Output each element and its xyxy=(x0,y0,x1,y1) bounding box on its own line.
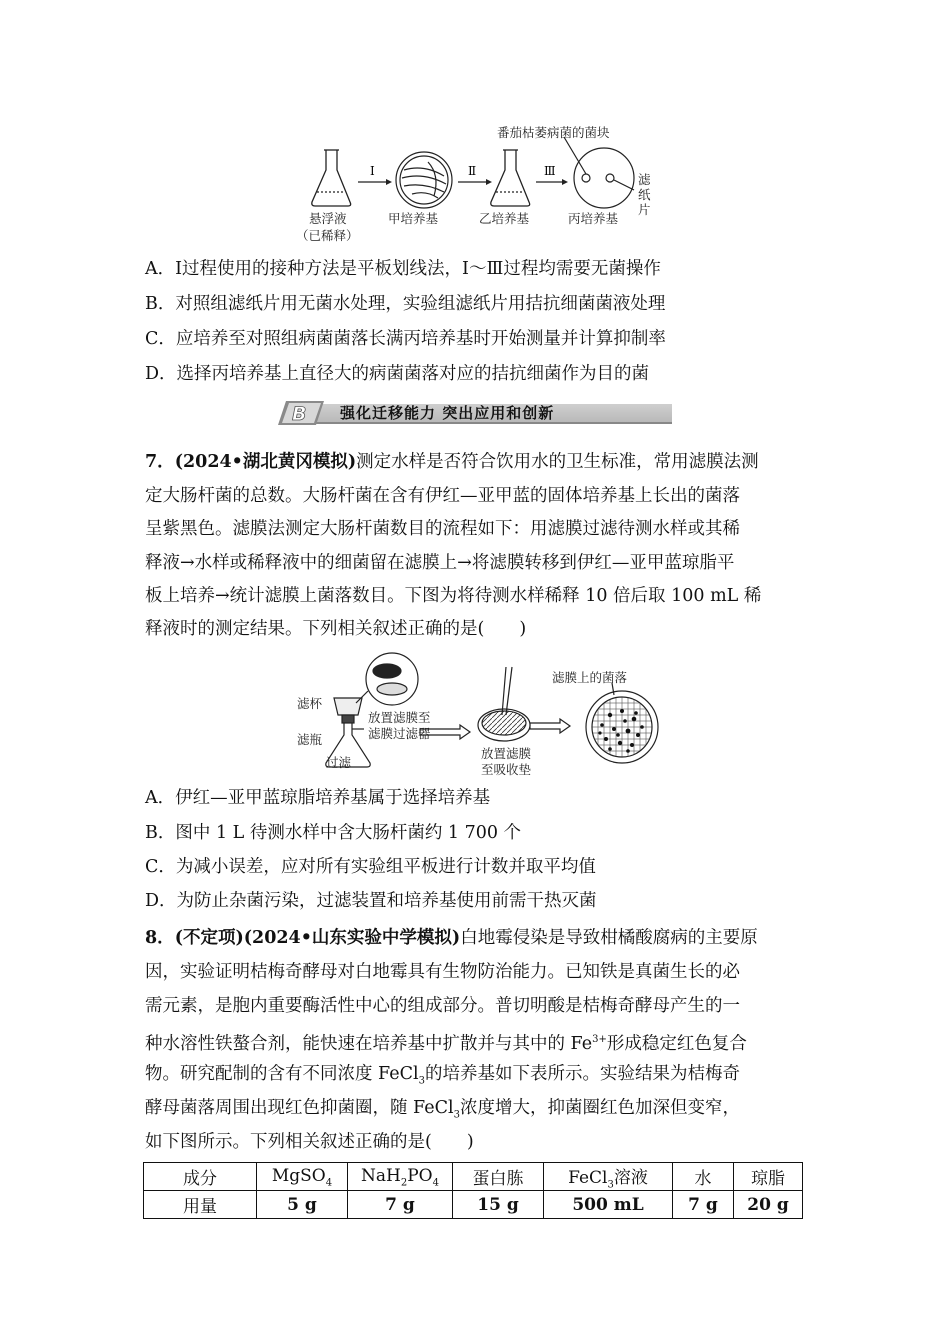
label-medium-b: 乙培养基 xyxy=(479,211,530,226)
label-medium-c: 丙培养基 xyxy=(568,211,619,226)
q8-line-1: 8．(不定项)(2024•山东实验中学模拟)白地霉侵染是导致柑橘酸腐病的主要原 xyxy=(145,928,758,948)
svg-text:Ⅰ: Ⅰ xyxy=(370,164,375,178)
label-bottle: 滤瓶 xyxy=(297,732,323,747)
q8-line-7: 如下图所示。下列相关叙述正确的是( ) xyxy=(145,1132,474,1152)
table-cell: 用量 xyxy=(144,1191,257,1219)
table-row-amounts xyxy=(144,1191,803,1219)
label-place-2a: 放置滤膜 xyxy=(481,746,532,761)
badge-b-icon xyxy=(278,400,324,426)
table-cell: FeCl$_3$溶液 xyxy=(544,1163,673,1191)
label-filter-paper: 滤纸片 xyxy=(638,172,651,217)
label-colony: 番茄枯萎病菌的菌块 xyxy=(497,125,610,140)
q8-line-2: 因，实验证明桔梅奇酵母对白地霉具有生物防治能力。已知铁是真菌生长的必 xyxy=(145,962,740,982)
label-cup: 滤杯 xyxy=(297,696,323,711)
q8-line-3: 需元素，是胞内重要酶活性中心的组成部分。普切明酸是桔梅奇酵母产生的一 xyxy=(145,996,740,1016)
plate-c xyxy=(564,137,634,208)
label-medium-a: 甲培养基 xyxy=(388,211,439,226)
label-suspension: 悬浮液 xyxy=(309,211,347,226)
q7-line-1: 7．(2024•湖北黄冈模拟)测定水样是否符合饮用水的卫生标准，常用滤膜法测 xyxy=(145,452,759,472)
table-cell: 蛋白胨 xyxy=(453,1163,544,1191)
q6-option-d: D．选择丙培养基上直径大的病菌菌落对应的拮抗细菌作为目的菌 xyxy=(145,364,650,384)
q7-line-5: 板上培养→统计滤膜上菌落数目。下图为将待测水样稀释 10 倍后取 100 mL 稀 xyxy=(145,586,762,606)
table-cell: 5 g xyxy=(257,1191,348,1219)
q8-line-5: 物。研究配制的含有不同浓度 FeCl$_3$的培养基如下表所示。实验结果为桔梅奇 xyxy=(145,1064,740,1087)
medium-table xyxy=(143,1162,803,1219)
table-cell: 成分 xyxy=(144,1163,257,1191)
svg-text:Ⅱ: Ⅱ xyxy=(468,164,477,178)
table-cell: 琼脂 xyxy=(734,1163,803,1191)
banner-title: 强化迁移能力 突出应用和创新 xyxy=(340,404,555,422)
label-diluted: （已稀释） xyxy=(296,228,359,243)
q7-option-c: C．为减小误差，应对所有实验组平板进行计数并取平均值 xyxy=(145,857,596,877)
q8-line-4: 种水溶性铁螯合剂，能快速在培养基中扩散并与其中的 $Fe^{3+}$形成稳定红色复合 xyxy=(145,1033,747,1054)
table-cell: 15 g xyxy=(453,1191,544,1219)
svg-text:Ⅲ: Ⅲ xyxy=(544,164,556,178)
table-cell: 7 g xyxy=(673,1191,734,1219)
label-filter: 过滤 xyxy=(326,755,352,770)
table-cell: 7 g xyxy=(348,1191,453,1219)
table-cell: 水 xyxy=(673,1163,734,1191)
table-cell: 20 g xyxy=(734,1191,803,1219)
q8-line-6: 酵母菌落周围出现红色抑菌圈，随 FeCl$_3$浓度增大，抑菌圈红色加深但变窄， xyxy=(145,1098,740,1121)
q7-option-a: A．伊红—亚甲蓝琼脂培养基属于选择培养基 xyxy=(145,788,491,808)
label-place-2b: 至吸收垫 xyxy=(481,762,532,777)
table-cell: 500 mL xyxy=(544,1191,673,1219)
label-colonies: 滤膜上的菌落 xyxy=(552,670,628,685)
q6-option-b: B．对照组滤纸片用无菌水处理，实验组滤纸片用拮抗细菌菌液处理 xyxy=(145,294,666,314)
table-cell: $NaH_2PO_4$ xyxy=(348,1163,453,1191)
q7-option-d: D．为防止杂菌污染，过滤装置和培养基使用前需干热灭菌 xyxy=(145,891,597,911)
table-row-components xyxy=(144,1163,803,1191)
label-place-1a: 放置滤膜至 xyxy=(368,710,431,725)
flask-b xyxy=(491,150,530,206)
flask-suspension xyxy=(312,150,351,206)
label-place-1b: 滤膜过滤器 xyxy=(368,726,431,741)
q6-option-c: C．应培养至对照组病菌菌落长满丙培养基时开始测量并计算抑制率 xyxy=(145,329,666,349)
q7-line-3: 呈紫黑色。滤膜法测定大肠杆菌数目的流程如下：用滤膜过滤待测水样或其稀 xyxy=(145,519,740,539)
q6-option-a: A．Ⅰ过程使用的接种方法是平板划线法，Ⅰ～Ⅲ过程均需要无菌操作 xyxy=(145,259,661,279)
q7-line-2: 定大肠杆菌的总数。大肠杆菌在含有伊红—亚甲蓝的固体培养基上长出的菌落 xyxy=(145,486,740,506)
q7-option-b: B．图中 1 L 待测水样中含大肠杆菌约 1 700 个 xyxy=(145,823,522,843)
table-cell: MgSO$_4$ xyxy=(257,1163,348,1191)
svg-text:B: B xyxy=(292,403,307,425)
plate-a xyxy=(396,152,452,208)
q7-line-4: 释液→水样或稀释液中的细菌留在滤膜上→将滤膜转移到伊红—亚甲蓝琼脂平 xyxy=(145,553,735,573)
section-banner xyxy=(278,400,672,426)
q7-line-6: 释液时的测定结果。下列相关叙述正确的是( ) xyxy=(145,619,527,639)
